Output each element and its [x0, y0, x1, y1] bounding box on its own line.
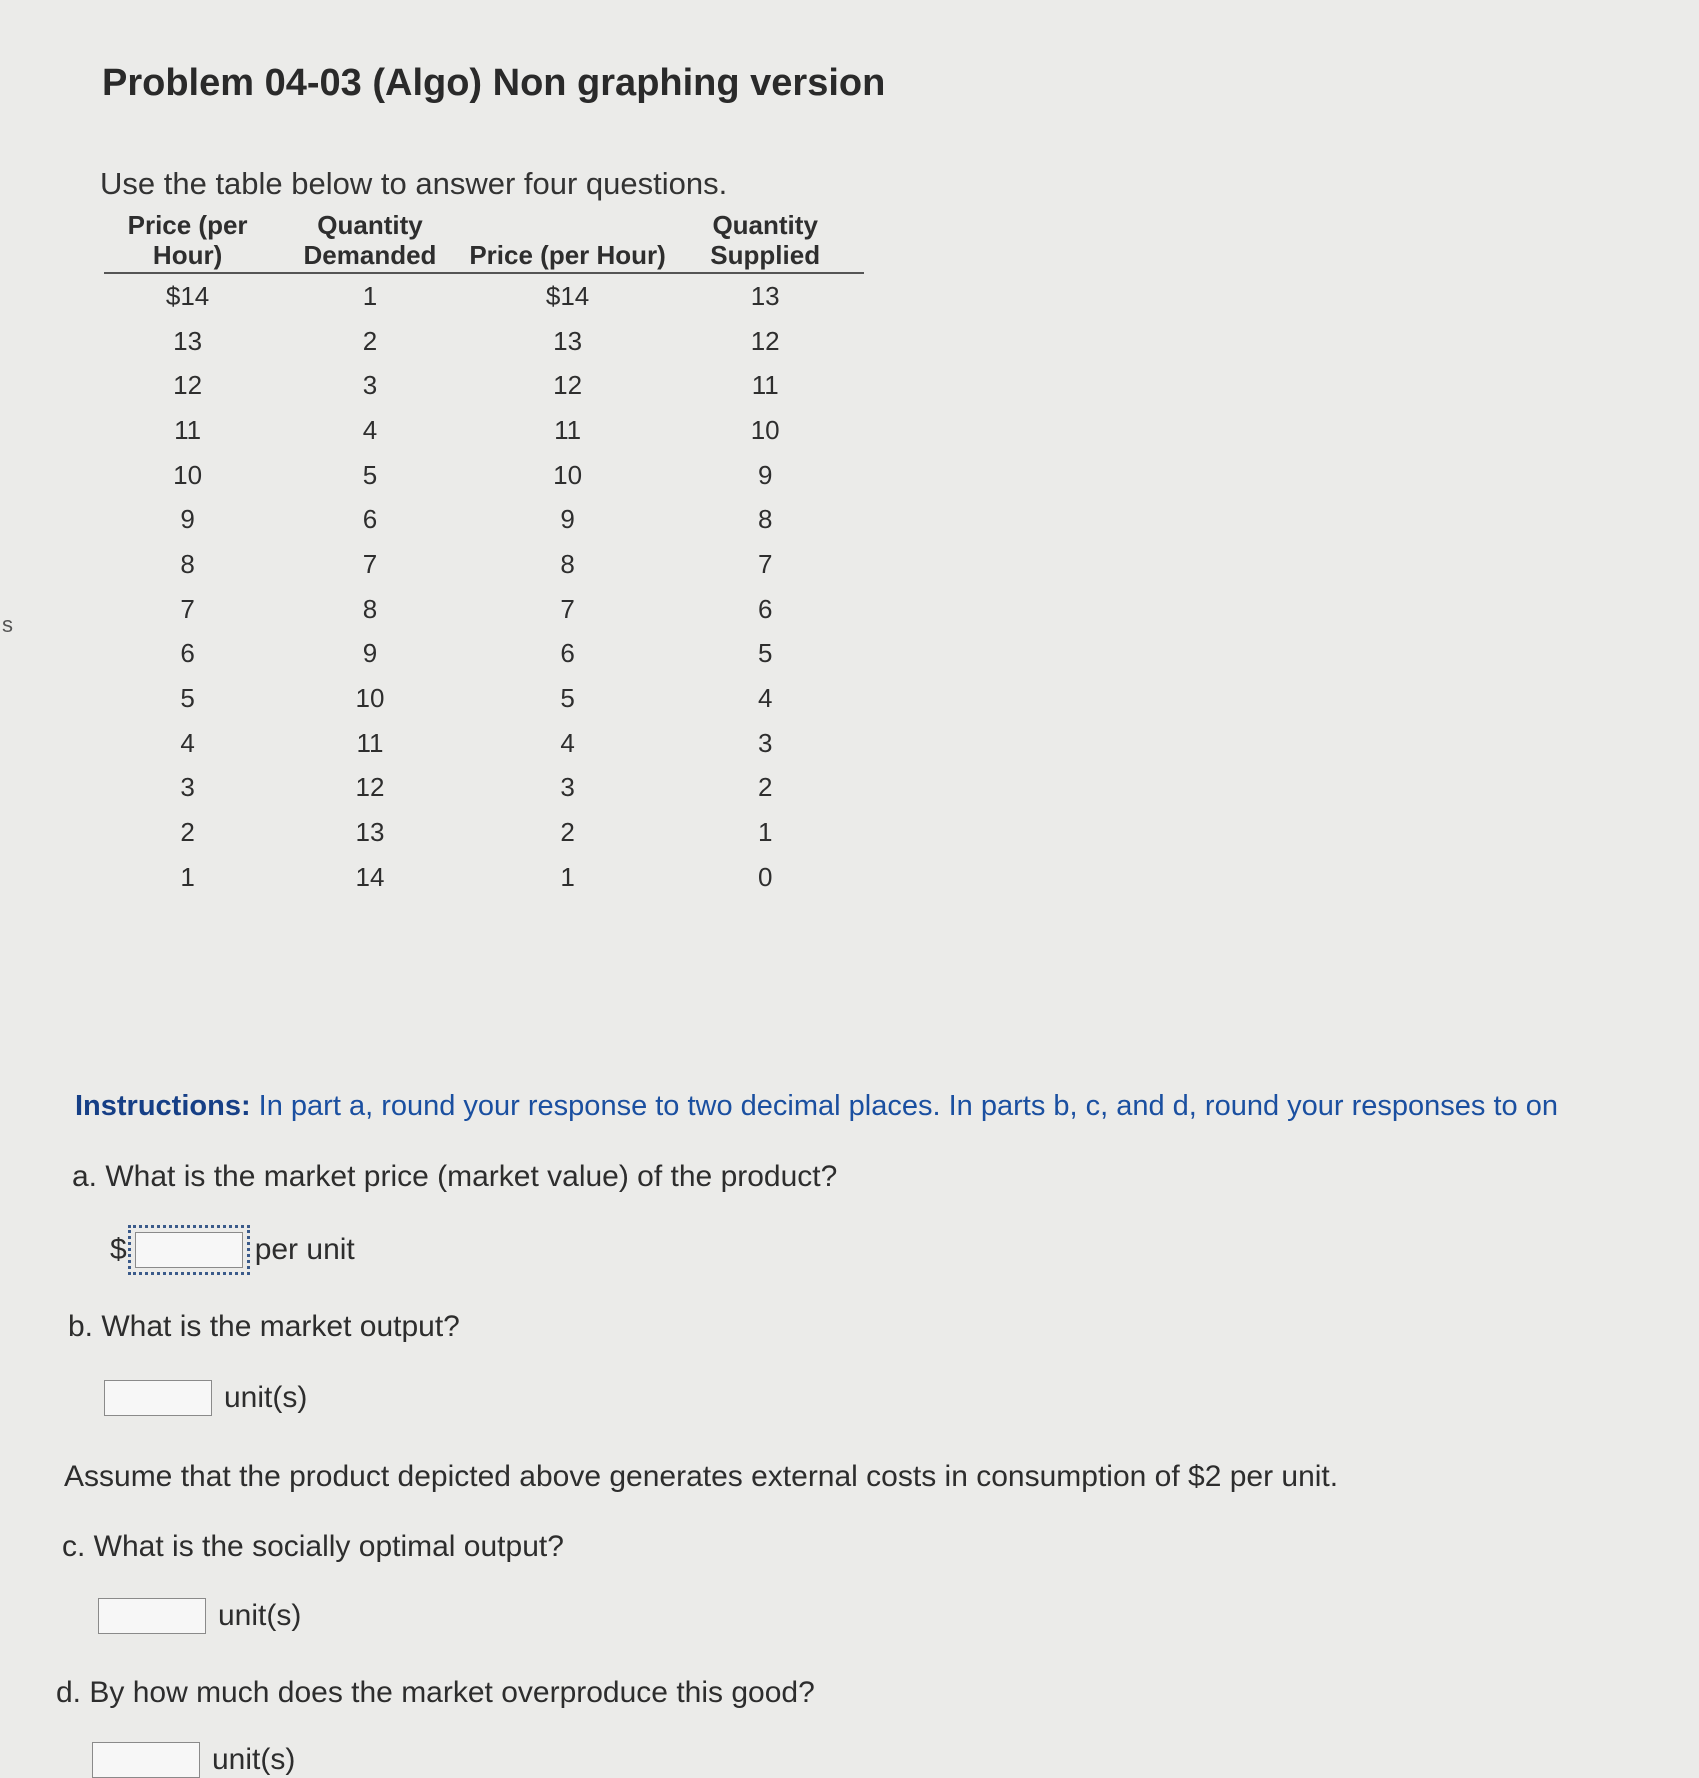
table-row	[104, 676, 864, 721]
answer-row-c	[98, 1598, 301, 1634]
price-demand-cell: 10	[173, 459, 203, 490]
price-demand-cell: 4	[180, 727, 195, 758]
price-demand-cell: 2	[180, 817, 195, 848]
question-c: c. What is the socially optimal output?	[62, 1530, 564, 1563]
quantity-demanded-cell: 5	[362, 459, 378, 490]
quantity-demanded-cell: 14	[355, 861, 385, 892]
question-d: d. By how much does the market overproduce this good?	[56, 1676, 815, 1709]
quantity-demanded-cell: 9	[362, 638, 378, 669]
quantity-supplied-cell: 4	[757, 683, 773, 714]
quantity-supplied-cell: 13	[750, 280, 780, 311]
table-row	[104, 721, 864, 766]
quantity-supplied-cell: 5	[757, 638, 773, 669]
quantity-demanded-cell: 13	[355, 817, 385, 848]
unit-label-a: per unit	[254, 1233, 355, 1266]
quantity-demanded-cell: 12	[355, 772, 385, 803]
quantity-supplied-cell: 1	[757, 817, 773, 848]
table-header-row	[104, 210, 864, 273]
answer-d-input[interactable]	[92, 1742, 200, 1778]
instructions	[75, 1090, 1558, 1123]
price-supply-cell: 5	[560, 683, 575, 714]
price-demand-cell: $14	[165, 280, 210, 311]
quantity-demanded-cell: 4	[362, 414, 378, 445]
instructions-text: In part a, round your response to two decimal places. In parts b, c, and d, round your responses to on	[250, 1090, 1558, 1122]
unit-label-d: unit(s)	[212, 1743, 296, 1776]
price-supply-cell: 7	[560, 593, 575, 624]
quantity-demanded-cell: 2	[362, 325, 378, 356]
price-demand-cell: 5	[180, 683, 195, 714]
table-row	[104, 632, 864, 677]
quantity-demanded-cell: 1	[362, 280, 378, 311]
cropped-edge-text: s	[2, 612, 13, 637]
intro-text: Use the table below to answer four questions.	[100, 166, 728, 201]
price-demand-cell: 1	[180, 861, 195, 892]
quantity-supplied-cell: 6	[757, 593, 773, 624]
table-row	[104, 273, 864, 319]
price-demand-cell: 12	[173, 370, 203, 401]
quantity-demanded-cell: 10	[355, 683, 385, 714]
quantity-demanded-cell: 8	[362, 593, 378, 624]
dollar-sign: $	[110, 1233, 127, 1266]
answer-row-d	[92, 1742, 295, 1778]
price-supply-cell: 11	[554, 414, 582, 445]
quantity-demanded-cell: 7	[362, 548, 378, 579]
quantity-supplied-cell: 12	[750, 325, 780, 356]
quantity-supplied-cell: 7	[757, 548, 773, 579]
question-b: b. What is the market output?	[68, 1310, 460, 1343]
quantity-supplied-cell: 2	[757, 772, 773, 803]
price-supply-cell: 4	[560, 727, 575, 758]
quantity-supplied-cell: 10	[750, 414, 780, 445]
table-row	[104, 363, 864, 408]
price-demand-cell: 11	[174, 414, 202, 445]
question-a: a. What is the market price (market value) of the product?	[72, 1160, 838, 1193]
quantity-demanded-cell: 3	[362, 370, 378, 401]
price-supply-cell: 9	[560, 504, 575, 535]
problem-title: Problem 04-03 (Algo) Non graphing version	[102, 62, 886, 104]
quantity-supplied-cell: 8	[757, 504, 773, 535]
price-supply-cell: 2	[560, 817, 575, 848]
unit-label-c: unit(s)	[218, 1599, 302, 1632]
supply-demand-table	[104, 210, 864, 900]
table-row	[104, 810, 864, 855]
instructions-label: Instructions:	[75, 1090, 251, 1122]
assumption-text: Assume that the product depicted above generates external costs in consumption of $2 per unit.	[64, 1460, 1339, 1493]
quantity-demanded-cell: 6	[362, 504, 378, 535]
header-quantity-supplied: Quantity Supplied	[666, 210, 864, 273]
price-supply-cell: $14	[545, 280, 590, 311]
price-demand-cell: 7	[180, 593, 195, 624]
header-price-supply: Price (per Hour)	[469, 210, 667, 273]
answer-row-a	[110, 1232, 355, 1268]
table-row	[104, 542, 864, 587]
answer-c-input[interactable]	[98, 1598, 206, 1634]
price-demand-cell: 9	[180, 504, 195, 535]
header-price-demand: Price (per Hour)	[104, 210, 271, 273]
price-supply-cell: 10	[553, 459, 583, 490]
table-row	[104, 766, 864, 811]
quantity-supplied-cell: 9	[757, 459, 773, 490]
header-quantity-demanded: Quantity Demanded	[271, 210, 469, 273]
price-demand-cell: 8	[180, 548, 195, 579]
table-row	[104, 453, 864, 498]
table-row	[104, 855, 864, 900]
quantity-supplied-cell: 0	[757, 861, 773, 892]
price-demand-cell: 3	[180, 772, 195, 803]
price-supply-cell: 6	[560, 638, 575, 669]
price-supply-cell: 1	[560, 861, 575, 892]
answer-b-input[interactable]	[104, 1380, 212, 1416]
price-demand-cell: 6	[180, 638, 195, 669]
price-supply-cell: 12	[553, 370, 583, 401]
answer-a-input[interactable]	[135, 1232, 243, 1268]
table-row	[104, 408, 864, 453]
table-row	[104, 587, 864, 632]
price-supply-cell: 13	[553, 325, 583, 356]
quantity-supplied-cell: 3	[757, 727, 773, 758]
price-supply-cell: 3	[560, 772, 575, 803]
quantity-demanded-cell: 11	[356, 727, 384, 758]
table-row	[104, 497, 864, 542]
answer-row-b	[104, 1380, 307, 1416]
unit-label-b: unit(s)	[224, 1381, 308, 1414]
price-supply-cell: 8	[560, 548, 575, 579]
quantity-supplied-cell: 11	[751, 370, 779, 401]
table-row	[104, 319, 864, 364]
price-demand-cell: 13	[173, 325, 203, 356]
